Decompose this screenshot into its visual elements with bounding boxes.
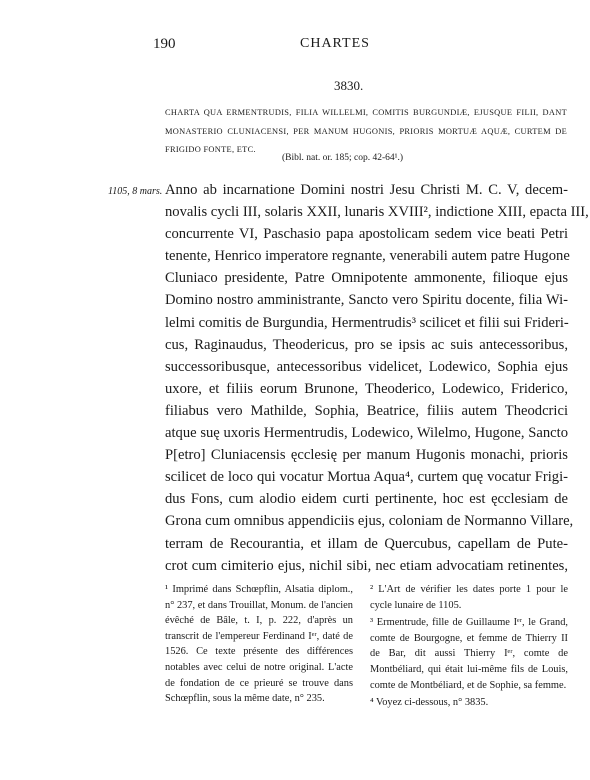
- body-line: concurrente VI, Paschasio papa apostolicam sedem vice beati Petri: [165, 226, 568, 243]
- summary-line: MONASTERIO CLUNIACENSI, PER MANUM HUGONIS, PRIORIS MORTUÆ AQUÆ, CURTEM DE: [165, 126, 567, 136]
- footnote: ³ Ermentrude, fille de Guillaume Iᵉʳ, le Grand, comte de Bourgogne, et femme de Thierry II de Bar, dit aussi Thierry Iᵉʳ, comte de Montbéliard, qui était lui-même fils de Louis, comte de Montbéliard, et de Sophie, sa femme.: [370, 617, 568, 691]
- summary-line: FRIGIDO FONTE, ETC.: [165, 145, 256, 154]
- footnote: ⁴ Voyez ci-dessous, n° 3835.: [370, 697, 489, 709]
- body-line: lelmi comitis de Burgundia, Hermentrudis³ scilicet et filii sui Frideri-: [165, 314, 569, 331]
- body-line: filiabus vero Mathilde, Sophia, Beatrice, filiis autem Theodcrici: [165, 402, 568, 419]
- body-line: Anno ab incarnatione Domini nostri Jesu Christi M. C. V, decem-: [165, 182, 568, 198]
- footnotes-right-column: [370, 582, 568, 713]
- body-line: crot cum cimiterio ejus, nichil sibi, nec etiam advocatiam retinentes,: [165, 557, 568, 574]
- charter-number: 3830.: [334, 78, 364, 93]
- body-line: cus, Raginaudus, Theodericus, pro se ipsis ac suis antecessoribus,: [165, 336, 568, 353]
- margin-date: 1105, 8 mars.: [108, 186, 163, 197]
- footnote: ¹ Imprimé dans Schœpflin, Alsatia diplom., n° 237, et dans Trouillat, Monum. de l'ancien évêché de Bâle, t. I, p. 222, d'après un transcrit de l'empereur Ferdinand Iᵉʳ, daté de 1526. Ce texte présente des différences notables avec celui de notre original. L'acte de fondation de ce prieuré se trouve dans Schœpflin, sous la même date, n° 235.: [165, 584, 353, 705]
- footnotes-left-column: [165, 582, 353, 709]
- footnote: ² L'Art de vérifier les dates porte 1 pour le cycle lunaire de 1105.: [370, 584, 568, 611]
- body-line: terram de Recourantia, et illam de Quercubus, capellam de Pute-: [165, 535, 568, 552]
- page-number: 190: [153, 36, 176, 52]
- charter-summary: [165, 104, 567, 160]
- body-line: atque suę uxoris Hermentrudis, Lodewico, Wilelmo, Hugone, Sancto: [165, 425, 568, 442]
- summary-line: CHARTA QUA ERMENTRUDIS, FILIA WILLELMI, COMITIS BURGUNDIÆ, EJUSQUE FILII, DANT: [165, 108, 567, 117]
- body-line: Grona cum omnibus appendiciis ejus, coloniam de Normanno Villare,: [165, 513, 574, 530]
- body-line: scilicet de loco qui vocatur Mortua Aqua⁴, curtem quę vocatur Frigi-: [165, 469, 568, 486]
- body-line: uxore, et filiis eorum Brunone, Theoderico, Lodewico, Friderico,: [165, 380, 568, 397]
- body-line: Cluniaco presidente, Patre Omnipotente ammonente, filioque ejus: [165, 270, 568, 287]
- source-reference: (Bibl. nat. or. 185; cop. 42-64¹.): [282, 153, 404, 163]
- body-line: P[etro] Cluniacensis ęcclesię per manum Hugonis monachi, prioris: [165, 447, 568, 464]
- charter-body-text: [165, 179, 589, 577]
- body-line: tenente, Henrico imperatore regnante, venerabili autem patre Hugone: [165, 248, 570, 265]
- body-line: Domino nostro amministrante, Sancto vero Spiritu docente, filia Wi-: [165, 292, 568, 309]
- body-line: dus Fons, cum alodio eidem curti pertinente, hoc est ęcclesiam de: [165, 491, 568, 508]
- running-title: CHARTES: [300, 36, 370, 51]
- body-line: novalis cycli III, solaris XXII, lunaris XVIII², indictione XIII, epacta III,: [165, 204, 589, 221]
- body-line: successoribusque, antecessoribus videlicet, Lodewico, Sophia ejus: [165, 358, 568, 375]
